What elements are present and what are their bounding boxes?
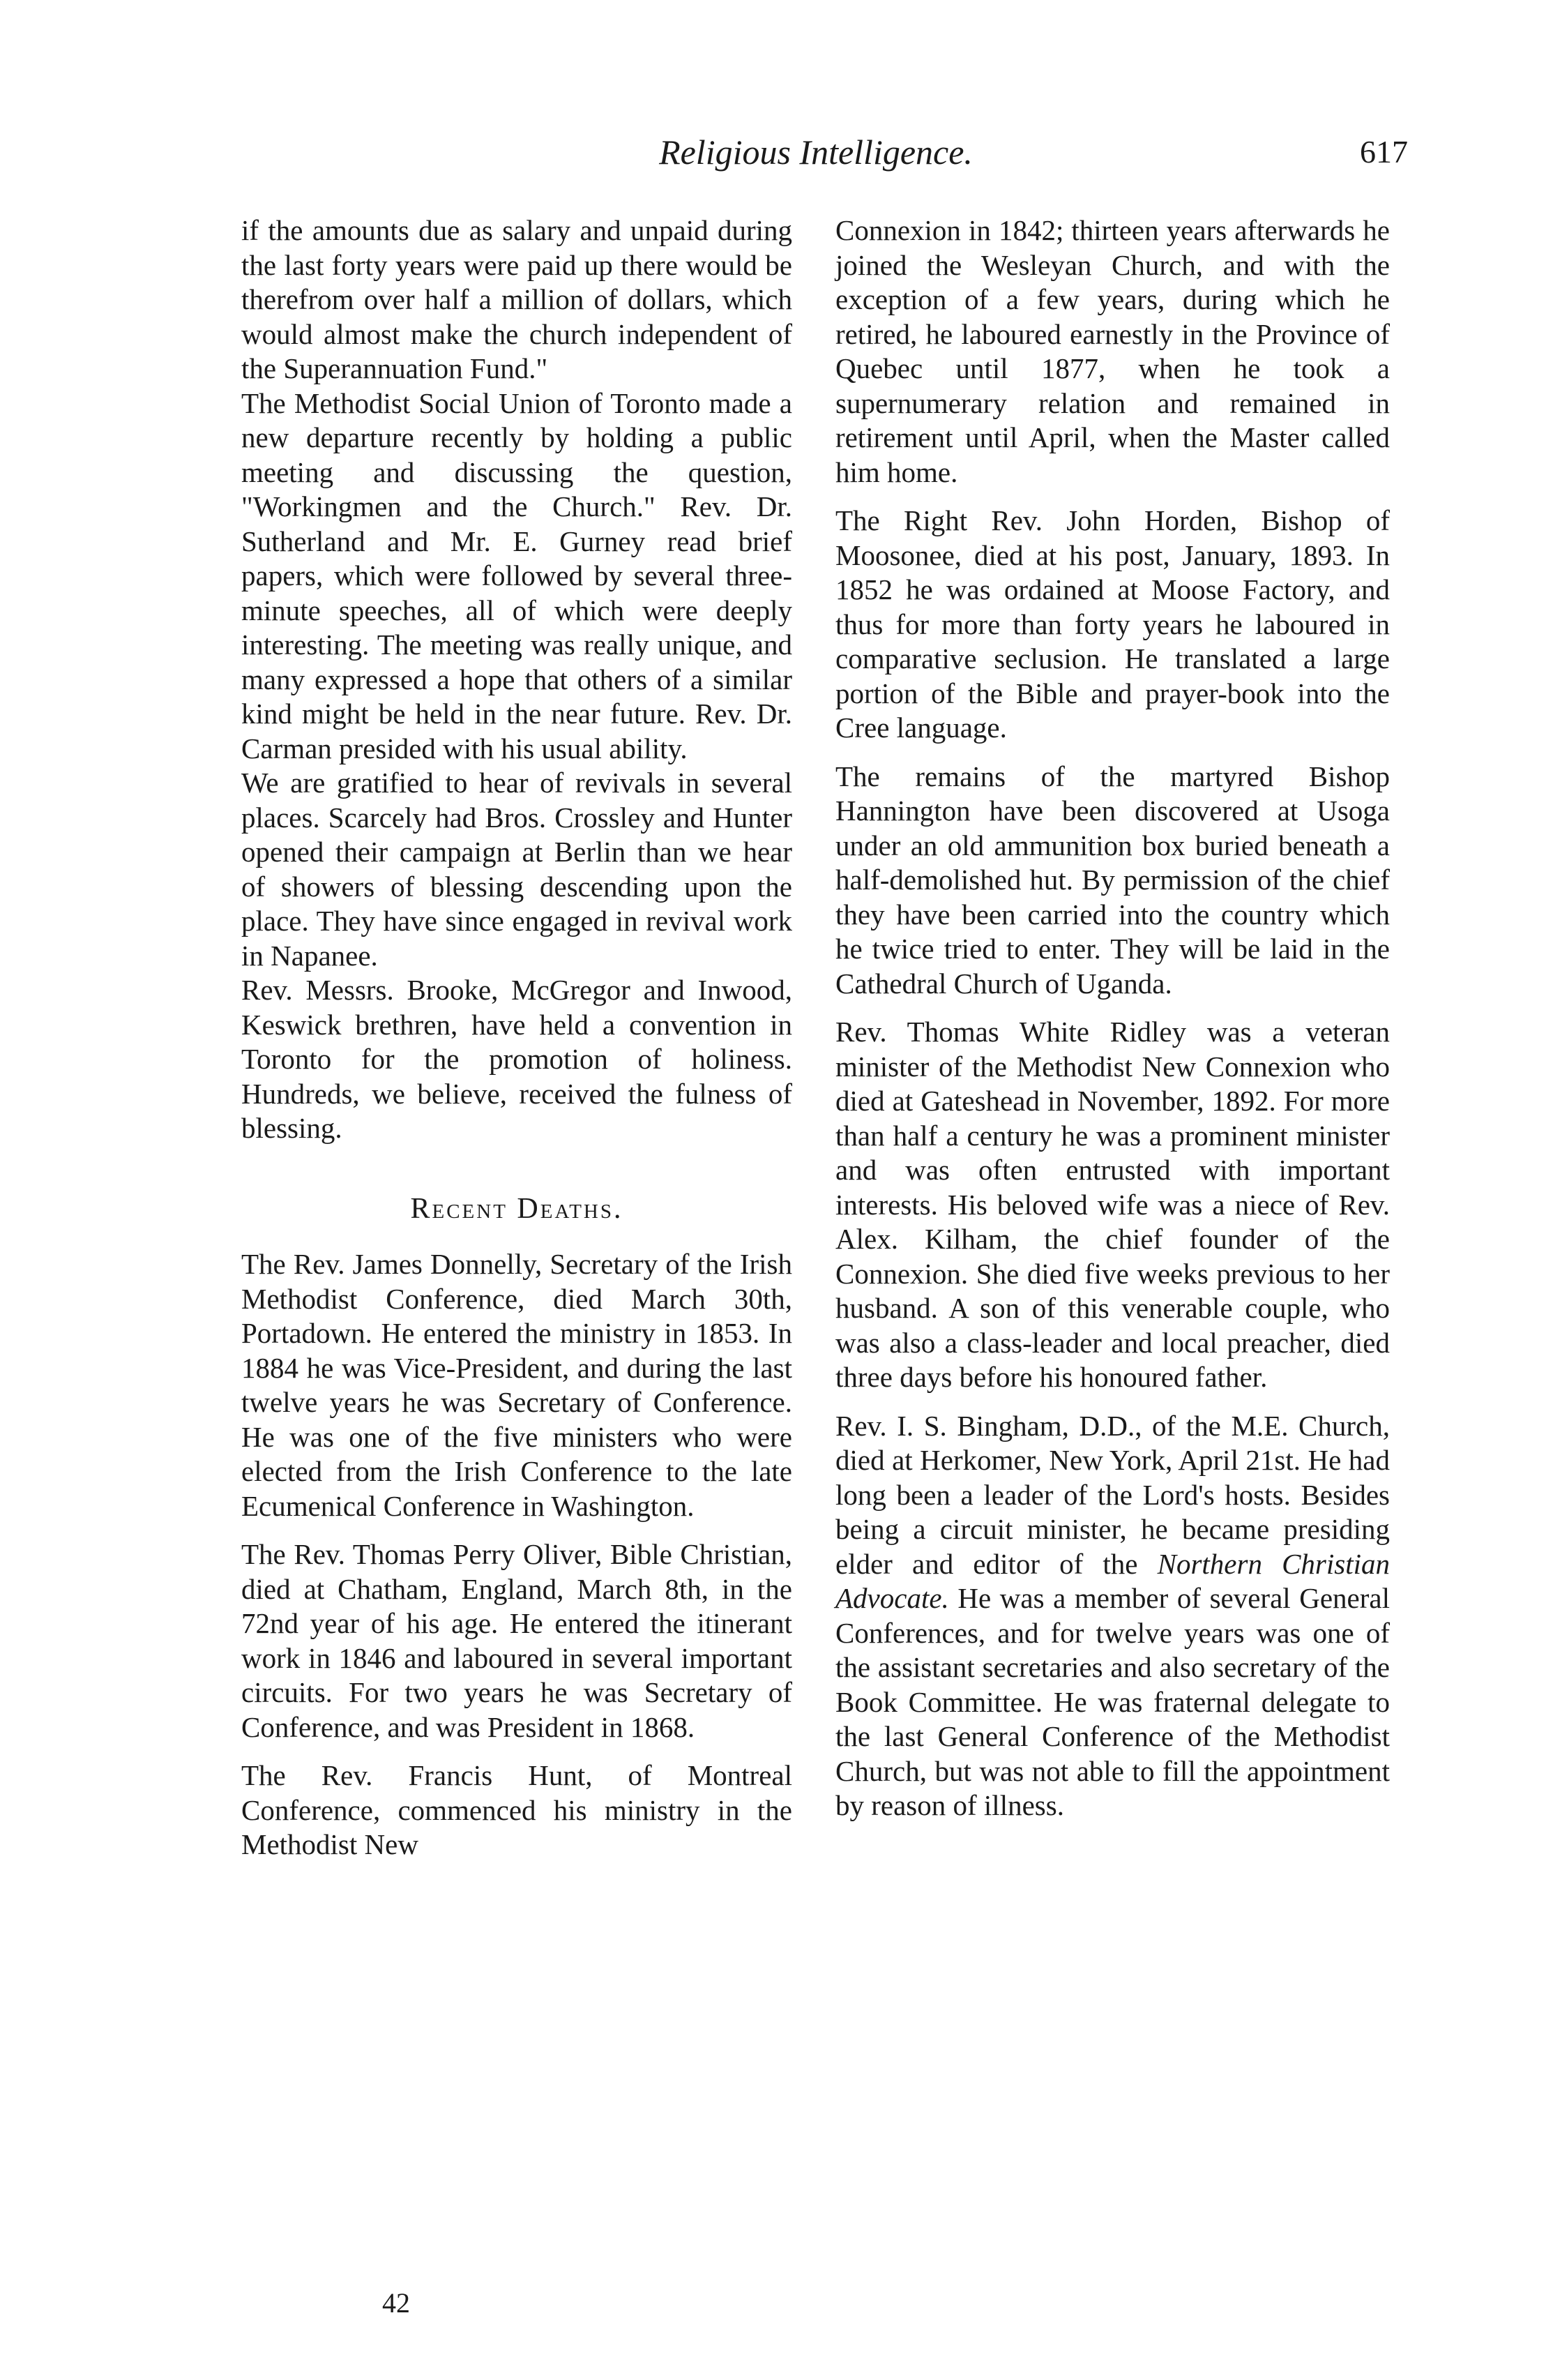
paragraph: The Rev. Thomas Perry Oliver, Bible Christian, died at Chatham, England, March 8th, in the 72nd year of his age. He entered the itinerant work in 1846 and laboured in several important circuits. For two years he was Secretary of Conference, and was President in 1868. <box>241 1538 792 1743</box>
paragraph-text: Rev. I. S. Bingham, D.D., of the M.E. Church, died at Herkomer, New York, April 21st. He had long been a leader of the Lord's hosts. Besides being a circuit minister, he became presiding elder and editor of the <box>835 1409 1390 1580</box>
paragraph <box>835 1409 1390 1823</box>
paragraph: if the amounts due as salary and unpaid during the last forty years were paid up there would be therefrom over half a million of dollars, which would almost make the church independent of the Superannuation Fund." <box>241 214 792 384</box>
paragraph: The Right Rev. John Horden, Bishop of Moosonee, died at his post, January, 1893. In 1852 he was ordained at Moose Factory, and thus for more than forty years he laboured in comparative seclusion. He translated a large portion of the Bible and prayer-book into the Cree language. <box>835 504 1390 744</box>
running-title: Religious Intelligence. <box>659 133 973 172</box>
signature-mark: 42 <box>382 2287 410 2319</box>
left-column <box>241 213 792 1862</box>
paragraph: Connexion in 1842; thirteen years afterwards he joined the Wesleyan Church, and with the exception of a few years, during which he retired, he laboured earnestly in the Province of Quebec until 1877, when he took a supernumerary relation and remained in retirement until April, when the Master called him home. <box>835 214 1390 488</box>
right-column <box>835 213 1390 1823</box>
page-header <box>0 124 1553 180</box>
paragraph: The Rev. James Donnelly, Secretary of the Irish Methodist Conference, died March 30th, Portadown. He entered the ministry in 1853. In 1884 he was Vice-President, and during the last twelve years he was Secretary of Conference. He was one of the five ministers who were elected from the Irish Conference to the late Ecumenical Conference in Washington. <box>241 1248 792 1522</box>
page-number: 617 <box>1360 134 1408 170</box>
paragraph: The remains of the martyred Bishop Hannington have been discovered at Usoga under an old ammunition box buried beneath a half-demolished hut. By permission of the chief they have been carried into the country which he twice tried to enter. They will be laid in the Cathedral Church of Uganda. <box>835 760 1390 1000</box>
paragraph: Rev. Messrs. Brooke, McGregor and Inwood, Keswick brethren, have held a convention in Toronto for the promotion of holiness. Hundreds, we believe, received the fulness of blessing. <box>241 974 792 1144</box>
paragraph: The Methodist Social Union of Toronto made a new departure recently by holding a public meeting and discussing the question, "Workingmen and the Church." Rev. Dr. Sutherland and Mr. E. Gurney read brief papers, which were followed by several three-minute speeches, all of which were deeply interesting. The meeting was really unique, and many expressed a hope that others of a similar kind might be held in the near future. Rev. Dr. Carman presided with his usual ability. <box>241 386 792 765</box>
paragraph: The Rev. Francis Hunt, of Montreal Conference, commenced his ministry in the Methodist New <box>241 1759 792 1860</box>
paragraph: Rev. Thomas White Ridley was a veteran minister of the Methodist New Connexion who died at Gateshead in November, 1892. For more than half a century he was a prominent minister and was often entrusted with important interests. His beloved wife was a niece of Rev. Alex. Kilham, the chief founder of the Connexion. She died five weeks previous to her husband. A son of this venerable couple, who was also a class-leader and local preacher, died three days before his honoured father. <box>835 1016 1390 1393</box>
publication-title: Northern Christian Advocate. <box>835 1547 1391 1614</box>
section-heading: Recent Deaths. <box>410 1192 623 1225</box>
paragraph-text: He was a member of several General Conferences, and for twelve years was one of the assistant secretaries and also secretary of the Book Committee. He was fraternal delegate to the last General Conference of the Methodist Church, but was not able to fill the appointment by reason of illness. <box>835 1582 1390 1821</box>
paragraph: We are gratified to hear of revivals in several places. Scarcely had Bros. Crossley and Hunter opened their campaign at Berlin than we hear of showers of blessing descending upon the place. They have since engaged in revival work in Napanee. <box>241 767 792 972</box>
